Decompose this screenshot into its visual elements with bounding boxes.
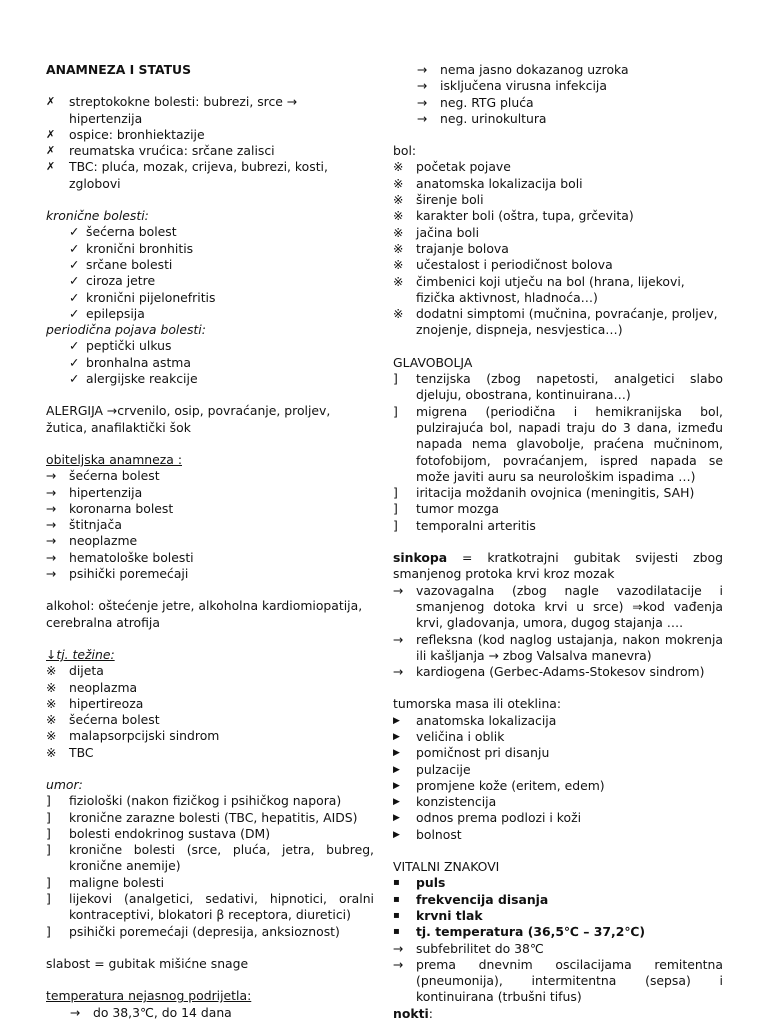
list-item [393,159,723,175]
list-item [46,842,374,875]
list-item-text: malapsorpcijski sindrom [69,728,220,744]
list-item [46,468,374,484]
list-item-text: neoplazma [69,679,138,695]
list-item [393,274,723,307]
bracket-icon: ] [46,793,51,809]
alcohol-text: alkohol: oštećenje jetre, alkoholna kardiomiopatija, cerebralna atrofija [46,598,363,630]
allergy-text: ALERGIJA →crvenilo, osip, povraćanje, proljev, žutica, anafilaktički šok [46,403,331,435]
syncope-term: sinkopa [393,550,448,566]
arrow-icon: → [417,62,428,77]
list-item-text: odnos prema podlozi i koži [416,810,582,826]
reference-mark-icon: ※ [393,208,404,224]
square-bullet-icon: ▪ [393,926,400,938]
list-item [46,745,374,761]
list-item [46,680,374,696]
fatigue-list [46,793,374,940]
list-item [46,338,374,354]
arrow-icon: → [393,956,404,972]
bracket-icon: ] [393,517,398,533]
list-item-text: širenje boli [416,192,484,208]
list-item [46,810,374,826]
list-item [46,566,374,582]
weakness-text: slabost = gubitak mišićne snage [46,955,249,971]
check-icon: ✓ [69,289,80,305]
check-icon: ✓ [69,273,80,289]
list-item [46,826,374,842]
list-item [46,712,374,728]
list-item [46,241,374,257]
fever-rest-list [393,62,723,127]
list-item-text: ciroza jetre [86,273,156,289]
list-item-text: do 38,3℃, do 14 dana [93,1004,232,1020]
check-icon: ✓ [69,354,80,370]
left-column [46,62,374,1021]
bracket-icon: ] [46,923,51,939]
list-item [46,517,374,533]
list-item-text: jačina boli [416,224,480,240]
list-item-text: reumatska vrućica: srčane zalisci [69,143,275,159]
family-title: obiteljska anamneza : [46,451,182,467]
list-item [393,778,723,794]
reference-mark-icon: ※ [393,273,404,289]
list-item [46,159,374,192]
list-item-text: bolnost [416,826,462,842]
list-item-text: alergijske reakcije [86,371,198,387]
list-item [393,62,723,78]
list-item [46,875,374,891]
nails-label: nokti [393,1005,429,1021]
list-item-text: promjene kože (eritem, edem) [416,777,605,793]
list-item [393,745,723,761]
list-item [393,306,723,339]
list-item [393,192,723,208]
list-item-text: prema dnevnim oscilacijama remitentna (pneumonija), intermitentna (sepsa) i kontinuirana (trbušni tifus) [416,956,723,1005]
list-item [46,143,374,159]
bracket-icon: ] [46,825,51,841]
history-list [46,94,374,192]
triangle-bullet-icon: ▶ [393,764,400,775]
list-item-text: učestalost i periodičnost bolova [416,257,613,273]
syncope-list [393,583,723,681]
list-item [46,728,374,744]
list-item-text: anatomska lokalizacija [416,712,557,728]
list-item-text: hipertireoza [69,695,144,711]
reference-mark-icon: ※ [393,224,404,240]
list-item [393,501,723,517]
list-item-text: frekvencija disanja [416,891,549,907]
list-item-text: pomičnost pri disanju [416,745,550,761]
list-item-text: štitnjača [69,517,122,533]
list-item-text: kronične zarazne bolesti (TBC, hepatitis, AIDS) [69,809,358,825]
list-item-text: neoplazme [69,533,138,549]
list-item-text: kronični pijelonefritis [86,289,216,305]
page-title: ANAMNEZA I STATUS [46,62,192,77]
check-icon: ✓ [69,371,80,387]
syncope-definition [393,550,723,583]
list-item [393,78,723,94]
list-item [393,225,723,241]
list-item [393,941,723,957]
cross-icon: ✗ [46,95,56,109]
nails-line [393,1006,723,1022]
square-bullet-icon: ▪ [393,893,400,905]
fever-first-item [46,1005,374,1021]
reference-mark-icon: ※ [46,744,57,760]
list-item-text: šećerna bolest [69,712,160,728]
list-item-text: kronične bolesti (srce, pluća, jetra, bubreg, kronične anemije) [69,842,374,874]
list-item [393,810,723,826]
reference-mark-icon: ※ [46,663,57,679]
periodic-list [46,338,374,387]
list-item [393,908,723,924]
list-item [393,875,723,891]
reference-mark-icon: ※ [393,257,404,273]
bracket-icon: ] [46,809,51,825]
list-item-text: šećerna bolest [69,468,160,484]
arrow-icon: → [46,484,57,500]
triangle-bullet-icon: ▶ [393,748,400,759]
chronic-list [46,224,374,322]
list-item-text: nema jasno dokazanog uzroka [440,62,629,77]
list-item [393,827,723,843]
list-item [393,485,723,501]
bracket-icon: ] [393,485,398,501]
list-item-text: dijeta [69,663,104,679]
list-item-text: trajanje bolova [416,240,509,256]
reference-mark-icon: ※ [46,728,57,744]
list-item [393,176,723,192]
list-item [393,762,723,778]
tumor-title: tumorska masa ili oteklina: [393,696,562,712]
bracket-icon: ] [393,371,398,387]
list-item-text: karakter boli (oštra, tupa, grčevita) [416,208,634,224]
list-item-text: bronhalna astma [86,354,191,370]
nails-colon: : [428,1005,433,1021]
list-item [46,94,374,127]
list-item [393,794,723,810]
arrow-icon: → [46,549,57,565]
reference-mark-icon: ※ [46,695,57,711]
list-item [393,404,723,485]
list-item [46,355,374,371]
list-item-text: vazovagalna (zbog nagle vazodilatacije i smanjenog dotoka krvi u srce) ⇒kod vađenja krvi, gladovanja, umora, dugog stajanja …. [416,582,723,631]
reference-mark-icon: ※ [393,240,404,256]
list-item [46,485,374,501]
periodic-title: periodična pojava bolesti: [46,322,206,338]
list-item-text: koronarna bolest [69,500,174,516]
list-item-text: neg. urinokultura [440,110,547,126]
headache-list [393,371,723,534]
list-item-text: TBC: pluća, mozak, crijeva, bubrezi, kosti, zglobovi [69,159,328,191]
list-item-text: fiziološki (nakon fizičkog i psihičkog napora) [69,793,342,809]
list-item [46,550,374,566]
arrow-icon: → [393,664,404,680]
bracket-icon: ] [46,891,51,907]
arrow-icon: → [393,940,404,956]
list-item-text: bolesti endokrinog sustava (DM) [69,825,271,841]
weight-title: ↓tj. težine: [46,646,115,662]
list-item-text: čimbenici koji utječu na bol (hrana, lijekovi, fizička aktivnost, hladnoća…) [416,273,685,305]
bracket-icon: ] [393,501,398,517]
list-item [393,957,723,1006]
square-bullet-icon: ▪ [393,909,400,921]
square-bullet-icon: ▪ [393,877,400,889]
list-item-text: puls [416,875,446,891]
list-item-text: temporalni arteritis [416,517,536,533]
check-icon: ✓ [69,256,80,272]
list-item-text: šećerna bolest [86,224,177,240]
cross-icon: ✗ [46,144,56,158]
bracket-icon: ] [46,874,51,890]
check-icon: ✓ [69,305,80,321]
arrow-icon: → [70,1004,81,1020]
triangle-bullet-icon: ▶ [393,829,400,840]
list-item-text: migrena (periodična i hemikranijska bol, pulzirajuća bol, napadi traju do 3 dana, između napada nema glavobolje, praćena mučninom, fotofobijom, povraćanjem, ispred napada se može javiti auru sa neurološkim ispadima …) [416,403,723,484]
list-item [46,663,374,679]
list-item-text: maligne bolesti [69,874,165,890]
list-item-text: dodatni simptomi (mučnina, povraćanje, proljev, znojenje, dispneja, nesvjestica…) [416,306,718,338]
list-item [393,518,723,534]
vitals-list [393,875,723,940]
list-item [46,793,374,809]
list-item [393,892,723,908]
list-item [393,208,723,224]
bracket-icon: ] [46,842,51,858]
reference-mark-icon: ※ [393,192,404,208]
reference-mark-icon: ※ [393,306,404,322]
list-item-text: tumor mozga [416,501,500,517]
headache-title: GLAVOBOLJA [393,354,473,370]
list-item-text: konzistencija [416,794,497,810]
check-icon: ✓ [69,338,80,354]
list-item [393,111,723,127]
list-item [393,371,723,404]
list-item-text: srčane bolesti [86,256,173,272]
bracket-icon: ] [393,403,398,419]
reference-mark-icon: ※ [46,679,57,695]
triangle-bullet-icon: ▶ [393,797,400,808]
list-item [46,891,374,924]
right-column [393,62,723,1022]
fatigue-title: umor: [46,776,83,792]
list-item-text: subfebrilitet do 38℃ [416,940,544,956]
arrow-icon: → [393,631,404,647]
list-item-text: hematološke bolesti [69,549,194,565]
reference-mark-icon: ※ [393,175,404,191]
chronic-title: kronične bolesti: [46,208,149,224]
list-item [46,371,374,387]
weight-list [46,663,374,761]
list-item-text: početak pojave [416,159,511,175]
reference-mark-icon: ※ [393,159,404,175]
arrow-icon: → [417,78,428,94]
check-icon: ✓ [69,240,80,256]
cross-icon: ✗ [46,127,56,141]
list-item [393,257,723,273]
arrow-icon: → [417,110,428,126]
list-item [393,664,723,680]
triangle-bullet-icon: ▶ [393,780,400,791]
arrow-icon: → [46,517,57,533]
list-item-text: neg. RTG pluća [440,94,534,110]
list-item [46,924,374,940]
list-item-text: hipertenzija [69,484,143,500]
list-item-text: psihički poremećaji [69,566,189,582]
list-item-text: kronični bronhitis [86,240,194,256]
pain-title: bol: [393,143,417,159]
list-item [46,501,374,517]
list-item-text: peptički ulkus [86,338,172,354]
list-item-text: tj. temperatura (36,5℃ – 37,2℃) [416,924,646,940]
triangle-bullet-icon: ▶ [393,813,400,824]
fever-title: temperatura nejasnog podrijetla: [46,988,252,1004]
list-item-text: iritacija moždanih ovojnica (meningitis, SAH) [416,485,695,501]
list-item-text: epilepsija [86,305,145,321]
triangle-bullet-icon: ▶ [393,731,400,742]
list-item [393,924,723,940]
arrow-icon: → [46,566,57,582]
list-item [46,224,374,240]
list-item [393,713,723,729]
list-item-text: kardiogena (Gerbec-Adams-Stokesov sindrom) [416,664,705,680]
list-item-text: anatomska lokalizacija boli [416,175,583,191]
list-item [393,95,723,111]
triangle-bullet-icon: ▶ [393,715,400,726]
arrow-icon: → [417,94,428,110]
temp-list [393,941,723,1006]
list-item-text: tenzijska (zbog napetosti, analgetici slabo djeluju, obostrana, kontinuirana…) [416,371,723,403]
syncope-def: = kratkotrajni gubitak svijesti zbog smanjenog protoka krvi kroz mozak [393,550,723,582]
list-item [393,632,723,665]
list-item [393,583,723,632]
list-item-text: krvni tlak [416,907,483,923]
list-item [46,290,374,306]
check-icon: ✓ [69,224,80,240]
list-item-text: pulzacije [416,761,471,777]
list-item [46,257,374,273]
tumor-list [393,713,723,843]
list-item-text: psihički poremećaji (depresija, anksioznost) [69,923,340,939]
list-item-text: lijekovi (analgetici, sedativi, hipnotici, oralni kontraceptivi, blokatori β receptora, diuretici) [69,891,374,923]
list-item-text: refleksna (kod naglog ustajanja, nakon mokrenja ili kašljanja → zbog Valsalva manevra) [416,631,723,663]
arrow-icon: → [393,582,404,598]
pain-list [393,159,723,338]
reference-mark-icon: ※ [46,712,57,728]
list-item [393,729,723,745]
family-list [46,468,374,582]
list-item-text: ospice: bronhiektazije [69,126,205,142]
arrow-icon: → [46,533,57,549]
list-item [393,241,723,257]
arrow-icon: → [46,500,57,516]
list-item [46,127,374,143]
list-item [46,533,374,549]
list-item-text: streptokokne bolesti: bubrezi, srce → hipertenzija [69,94,298,126]
list-item [46,696,374,712]
arrow-icon: → [46,468,57,484]
list-item-text: isključena virusna infekcija [440,78,607,94]
vitals-title: VITALNI ZNAKOVI [393,859,500,875]
list-item-text: TBC [69,744,94,760]
cross-icon: ✗ [46,160,56,174]
list-item-text: veličina i oblik [416,728,505,744]
list-item [46,306,374,322]
list-item [46,273,374,289]
